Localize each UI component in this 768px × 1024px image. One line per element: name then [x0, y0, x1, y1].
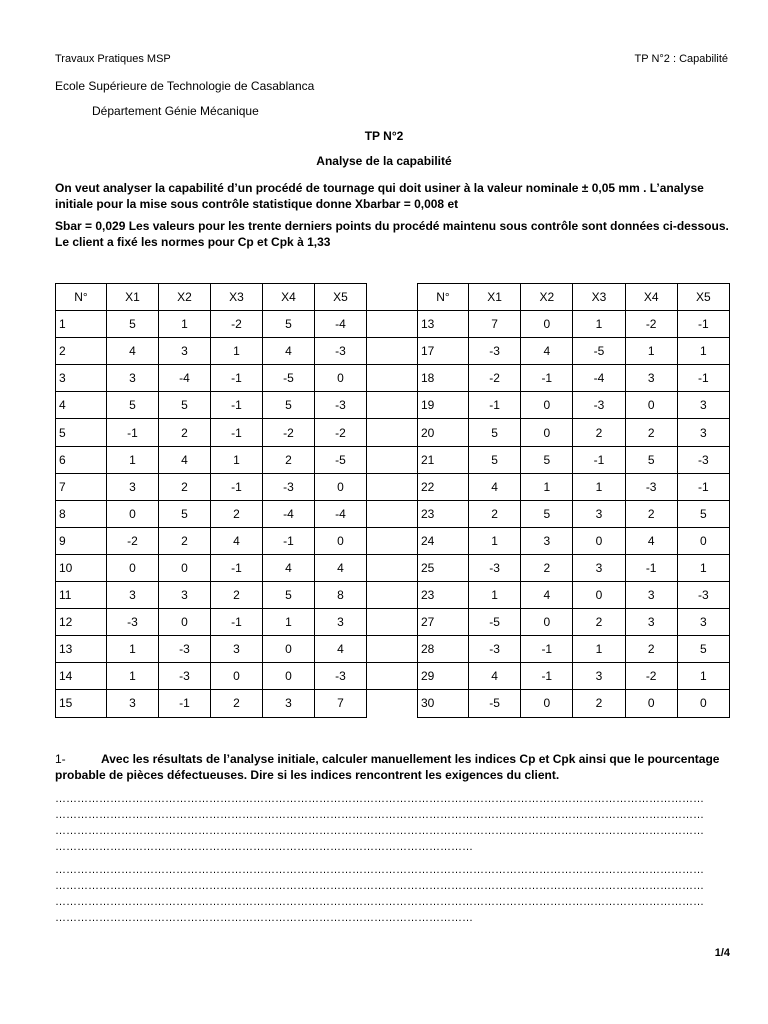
table-cell: 3 [677, 419, 729, 446]
answer-line: …………………………………………………………………………………………………………………………………………………………… [55, 825, 704, 837]
table-cell: 1 [211, 446, 263, 473]
table-cell: 0 [315, 365, 367, 392]
header-left: Travaux Pratiques MSP [55, 53, 171, 65]
table-row [418, 338, 730, 365]
table-cell: 1 [107, 446, 159, 473]
table-cell: 0 [521, 311, 573, 338]
answer-line: …………………………………………………………………………………………………………………………………………………………… [55, 880, 704, 892]
table-row [56, 311, 367, 338]
table-cell: 0 [521, 609, 573, 636]
table-cell: 0 [625, 392, 677, 419]
table-row [418, 554, 730, 581]
table-cell: 4 [107, 338, 159, 365]
table-cell: 4 [469, 663, 521, 690]
table-cell: 2 [159, 527, 211, 554]
table-cell: 1 [677, 554, 729, 581]
table-cell: 1 [469, 582, 521, 609]
table-cell: 12 [56, 609, 107, 636]
table-cell: 1 [159, 311, 211, 338]
table-cell: 6 [56, 446, 107, 473]
connector-line [367, 608, 417, 609]
table-cell: 4 [469, 473, 521, 500]
table-cell: -2 [107, 527, 159, 554]
table-row [418, 392, 730, 419]
table-row [56, 636, 367, 663]
table-cell: 3 [107, 473, 159, 500]
table-header-cell: X2 [521, 284, 573, 311]
table-cell: 3 [211, 636, 263, 663]
table-row [418, 636, 730, 663]
table-row [56, 690, 367, 717]
table-cell: -3 [159, 636, 211, 663]
table-cell: 5 [677, 636, 729, 663]
table-cell: 3 [159, 582, 211, 609]
connector-line [367, 446, 417, 447]
table-row [418, 690, 730, 717]
table-cell: 11 [56, 582, 107, 609]
table-row [418, 527, 730, 554]
table-cell: -3 [469, 338, 521, 365]
table-cell: 0 [573, 582, 625, 609]
intro-paragraph-1: On veut analyser la capabilité d’un procédé de tournage qui doit usiner à la valeur nominale ± 0,05 mm . L’analyse initiale pour la mise sous contrôle statistique donne Xbarbar = 0,008 et [55, 181, 704, 211]
table-row [418, 419, 730, 446]
table-cell: 1 [263, 609, 315, 636]
table-header-cell: X4 [263, 284, 315, 311]
question-1-text: Avec les résultats de l’analyse initiale, calculer manuellement les indices Cp et Cpk ainsi que le pourcentage probable de pièces défectueuses. Dire si les indices rencontrent les exigences du client. [55, 752, 720, 782]
table-cell: 0 [677, 527, 729, 554]
table-cell: 1 [677, 663, 729, 690]
table-row [56, 419, 367, 446]
table-cell: 2 [211, 690, 263, 717]
table-cell: 1 [625, 338, 677, 365]
table-cell: 25 [418, 554, 469, 581]
table-cell: -4 [573, 365, 625, 392]
table-cell: 1 [573, 636, 625, 663]
table-cell: 7 [315, 690, 367, 717]
page-number: 1/4 [714, 947, 730, 959]
table-header-cell: X2 [159, 284, 211, 311]
connector-line [367, 635, 417, 636]
table-cell: -3 [315, 338, 367, 365]
connector-line [367, 364, 417, 365]
table-cell: 28 [418, 636, 469, 663]
table-cell: 14 [56, 663, 107, 690]
table-cell: 3 [263, 690, 315, 717]
table-cell: -3 [107, 609, 159, 636]
table-cell: -1 [677, 473, 729, 500]
table-cell: 2 [469, 500, 521, 527]
table-cell: -2 [469, 365, 521, 392]
answer-line: …………………………………………………………………………………………………………………………………………………………… [55, 793, 704, 805]
table-header-cell: X1 [469, 284, 521, 311]
table-cell: 4 [159, 446, 211, 473]
table-row [418, 446, 730, 473]
table-cell: 5 [677, 500, 729, 527]
table-cell: 5 [159, 500, 211, 527]
question-1 [55, 751, 730, 783]
table-cell: 3 [159, 338, 211, 365]
connector-line [367, 500, 417, 501]
table-cell: 10 [56, 554, 107, 581]
table-cell: 23 [418, 582, 469, 609]
table-row [418, 473, 730, 500]
table-cell: 24 [418, 527, 469, 554]
table-cell: -2 [315, 419, 367, 446]
table-cell: 1 [573, 473, 625, 500]
table-cell: 17 [418, 338, 469, 365]
table-cell: 0 [625, 690, 677, 717]
table-cell: 5 [159, 392, 211, 419]
table-cell: -4 [263, 500, 315, 527]
table-cell: -3 [677, 446, 729, 473]
table-row [56, 527, 367, 554]
table-cell: 3 [573, 554, 625, 581]
table-cell: 4 [521, 338, 573, 365]
table-cell: 2 [521, 554, 573, 581]
table-cell: 5 [625, 446, 677, 473]
table-header-cell: N° [418, 284, 469, 311]
table-cell: -1 [159, 690, 211, 717]
table-cell: -1 [469, 392, 521, 419]
table-cell: -2 [625, 663, 677, 690]
table-cell: 5 [521, 500, 573, 527]
data-table-right [417, 283, 730, 718]
table-row [56, 663, 367, 690]
connector-line [367, 337, 417, 338]
connector-line [367, 418, 417, 419]
table-row [56, 500, 367, 527]
table-cell: -1 [573, 446, 625, 473]
table-cell: -4 [159, 365, 211, 392]
table-cell: -3 [625, 473, 677, 500]
data-table-left [55, 283, 367, 718]
table-cell: 3 [56, 365, 107, 392]
table-cell: -1 [211, 473, 263, 500]
table-cell: -1 [677, 311, 729, 338]
table-cell: 0 [521, 419, 573, 446]
table-cell: 5 [469, 446, 521, 473]
table-cell: 13 [56, 636, 107, 663]
table-row [56, 582, 367, 609]
table-cell: 3 [625, 582, 677, 609]
connector-line [367, 689, 417, 690]
intro-paragraph-2: Sbar = 0,029 Les valeurs pour les trente derniers points du procédé maintenu sous contrôle sont données ci-dessous. Le client a fixé les normes pour Cp et Cpk à 1,33 [55, 219, 729, 249]
table-cell: -1 [625, 554, 677, 581]
table-cell: 5 [263, 582, 315, 609]
table-row [56, 554, 367, 581]
table-cell: 9 [56, 527, 107, 554]
table-cell: 0 [677, 690, 729, 717]
table-header-row [418, 284, 730, 311]
table-cell: -3 [315, 663, 367, 690]
table-cell: -1 [521, 663, 573, 690]
table-cell: 19 [418, 392, 469, 419]
header-right: TP N°2 : Capabilité [634, 53, 728, 65]
table-row [418, 311, 730, 338]
answer-line: …………………………………………………………………………………………………………………………………………………………… [55, 896, 704, 908]
table-cell: 3 [677, 609, 729, 636]
table-cell: -1 [211, 392, 263, 419]
table-cell: 1 [521, 473, 573, 500]
table-cell: 0 [521, 690, 573, 717]
table-cell: 0 [521, 392, 573, 419]
table-cell: 0 [315, 527, 367, 554]
table-cell: -3 [469, 636, 521, 663]
table-cell: -5 [315, 446, 367, 473]
table-header-row [56, 284, 367, 311]
table-row [56, 365, 367, 392]
table-cell: 2 [263, 446, 315, 473]
table-cell: 2 [573, 609, 625, 636]
table-header-cell: X5 [677, 284, 729, 311]
table-cell: 4 [315, 554, 367, 581]
table-cell: -1 [263, 527, 315, 554]
page-subtitle: Analyse de la capabilité [316, 154, 452, 168]
table-cell: 1 [469, 527, 521, 554]
table-cell: 4 [263, 338, 315, 365]
table-cell: 21 [418, 446, 469, 473]
table-row [56, 473, 367, 500]
table-cell: -2 [263, 419, 315, 446]
table-cell: 3 [625, 365, 677, 392]
table-cell: 2 [56, 338, 107, 365]
table-cell: 4 [263, 554, 315, 581]
table-cell: 3 [107, 365, 159, 392]
page-title: TP N°2 [364, 129, 404, 143]
table-cell: 5 [107, 311, 159, 338]
table-cell: 30 [418, 690, 469, 717]
table-cell: -1 [211, 365, 263, 392]
connector-line [367, 473, 417, 474]
table-cell: 18 [418, 365, 469, 392]
department-name: Département Génie Mécanique [92, 104, 259, 118]
table-cell: 5 [107, 392, 159, 419]
table-cell: 3 [107, 690, 159, 717]
school-name: Ecole Supérieure de Technologie de Casablanca [55, 79, 315, 93]
table-cell: 3 [315, 609, 367, 636]
table-cell: -3 [469, 554, 521, 581]
table-cell: 3 [677, 392, 729, 419]
table-cell: 1 [107, 636, 159, 663]
table-row [56, 338, 367, 365]
connector-line [367, 310, 417, 311]
table-cell: 2 [625, 419, 677, 446]
answer-line: …………………………………………………………………………………………………… [55, 841, 473, 853]
connector-line [367, 662, 417, 663]
table-cell: -2 [211, 311, 263, 338]
table-cell: -3 [677, 582, 729, 609]
table-cell: 0 [159, 554, 211, 581]
table-cell: 2 [159, 473, 211, 500]
table-cell: 20 [418, 419, 469, 446]
answer-line: …………………………………………………………………………………………………………………………………………………………… [55, 864, 704, 876]
table-cell: -1 [211, 609, 263, 636]
table-cell: 0 [159, 609, 211, 636]
table-cell: 3 [625, 609, 677, 636]
table-cell: -4 [315, 311, 367, 338]
table-cell: 3 [521, 527, 573, 554]
table-header-cell: X1 [107, 284, 159, 311]
table-cell: -1 [107, 419, 159, 446]
connector-line [367, 581, 417, 582]
table-header-cell: N° [56, 284, 107, 311]
table-header-cell: X5 [315, 284, 367, 311]
table-cell: 5 [263, 392, 315, 419]
table-cell: -3 [159, 663, 211, 690]
table-cell: 2 [211, 500, 263, 527]
table-row [418, 582, 730, 609]
table-cell: 2 [625, 500, 677, 527]
table-cell: -3 [263, 473, 315, 500]
table-cell: 1 [573, 311, 625, 338]
table-cell: 3 [573, 500, 625, 527]
table-cell: 3 [107, 582, 159, 609]
question-1-number: 1- [55, 752, 66, 766]
table-cell: 2 [211, 582, 263, 609]
table-cell: 0 [573, 527, 625, 554]
connector-line [367, 554, 417, 555]
table-cell: 4 [521, 582, 573, 609]
table-cell: -5 [263, 365, 315, 392]
table-cell: -1 [677, 365, 729, 392]
answer-line: …………………………………………………………………………………………………… [55, 912, 473, 924]
table-cell: 5 [469, 419, 521, 446]
table-cell: 1 [211, 338, 263, 365]
answer-line: …………………………………………………………………………………………………………………………………………………………… [55, 809, 704, 821]
table-cell: 0 [263, 636, 315, 663]
table-cell: 0 [315, 473, 367, 500]
table-cell: 1 [677, 338, 729, 365]
table-cell: 5 [263, 311, 315, 338]
table-cell: -3 [573, 392, 625, 419]
table-cell: -5 [573, 338, 625, 365]
table-cell: 4 [315, 636, 367, 663]
table-row [418, 663, 730, 690]
table-cell: 0 [107, 554, 159, 581]
table-cell: 1 [56, 311, 107, 338]
table-row [418, 609, 730, 636]
table-cell: 5 [56, 419, 107, 446]
table-row [56, 609, 367, 636]
table-cell: 27 [418, 609, 469, 636]
table-cell: 4 [211, 527, 263, 554]
table-cell: -1 [521, 636, 573, 663]
table-cell: 4 [625, 527, 677, 554]
table-cell: 7 [56, 473, 107, 500]
table-cell: -1 [521, 365, 573, 392]
connector-line [367, 391, 417, 392]
table-header-cell: X3 [573, 284, 625, 311]
table-row [56, 446, 367, 473]
table-cell: 7 [469, 311, 521, 338]
table-cell: -5 [469, 690, 521, 717]
connector-line [367, 527, 417, 528]
table-header-cell: X4 [625, 284, 677, 311]
table-cell: -1 [211, 419, 263, 446]
table-cell: -1 [211, 554, 263, 581]
table-cell: 13 [418, 311, 469, 338]
table-cell: 3 [573, 663, 625, 690]
table-cell: 2 [573, 690, 625, 717]
table-cell: 8 [56, 500, 107, 527]
table-cell: 23 [418, 500, 469, 527]
table-cell: -3 [315, 392, 367, 419]
table-cell: 2 [159, 419, 211, 446]
table-cell: -4 [315, 500, 367, 527]
table-cell: 0 [211, 663, 263, 690]
table-cell: 5 [521, 446, 573, 473]
table-row [418, 500, 730, 527]
table-row [418, 365, 730, 392]
table-cell: 2 [625, 636, 677, 663]
table-cell: 22 [418, 473, 469, 500]
table-cell: 29 [418, 663, 469, 690]
table-cell: 15 [56, 690, 107, 717]
table-cell: 0 [263, 663, 315, 690]
table-header-cell: X3 [211, 284, 263, 311]
table-row [56, 392, 367, 419]
table-cell: 4 [56, 392, 107, 419]
table-cell: -5 [469, 609, 521, 636]
table-cell: 1 [107, 663, 159, 690]
table-cell: -2 [625, 311, 677, 338]
table-cell: 8 [315, 582, 367, 609]
table-cell: 2 [573, 419, 625, 446]
table-cell: 0 [107, 500, 159, 527]
